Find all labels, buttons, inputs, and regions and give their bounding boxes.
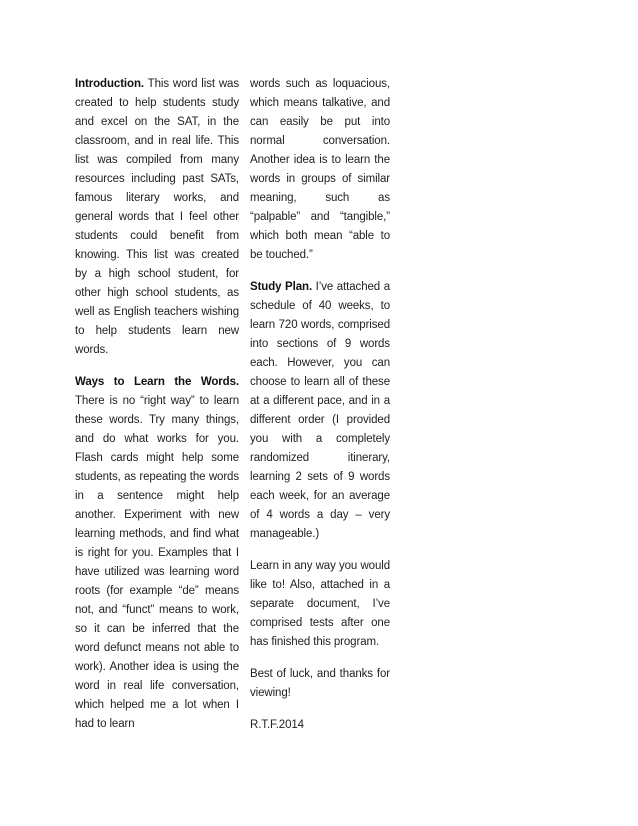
right-column	[250, 75, 390, 748]
ways-paragraph	[75, 373, 239, 734]
study-plan-text: I’ve attached a schedule of 40 weeks, to learn 720 words, comprised into sections of 9 words each. However, you can choose to learn all of these at a different pace, and in a different order (I provided you with a completely randomized itinerary, learning 2 sets of 9 words each week, for an average of 4 words a day – very manageable.)	[250, 281, 390, 540]
study-plan-paragraph	[250, 278, 390, 544]
closing-paragraph: Best of luck, and thanks for viewing!	[250, 668, 390, 699]
introduction-paragraph	[75, 75, 239, 360]
introduction-text: This word list was created to help students study and excel on the SAT, in the classroom, and in real life. This list was compiled from many resources including past SATs, famous literary works, and general words that I feel other students could benefit from knowing. This list was created by a high school student, for other high school students, as well as English teachers wishing to help students learn new words.	[75, 78, 239, 356]
left-column	[75, 75, 239, 747]
ways-text: There is no “right way” to learn these words. Try many things, and do what works for you. Flash cards might help some students, as repeating the words in a sentence might help another. Experiment with new learning methods, and find what is right for you. Examples that I have utilized was learning word roots (for example “de” means not, and “funct” means to work, so it can be inferred that the word defunct means not able to work). Another idea is using the word in real life conversation, which helped me a lot when I had to learn	[75, 395, 239, 730]
signature: R.T.F.2014	[250, 719, 304, 731]
continuation-paragraph: words such as loquacious, which means talkative, and can easily be put into normal conversation. Another idea is to learn the words in groups of similar meaning, such as “palpable” and “tangible,” which both mean “able to be touched.”	[250, 78, 390, 261]
learn-paragraph: Learn in any way you would like to! Also, attached in a separate document, I’ve comprised tests after one has finished this program.	[250, 560, 390, 648]
ways-heading: Ways to Learn the Words.	[75, 376, 239, 388]
introduction-heading: Introduction.	[75, 78, 144, 90]
study-plan-heading: Study Plan.	[250, 281, 313, 293]
